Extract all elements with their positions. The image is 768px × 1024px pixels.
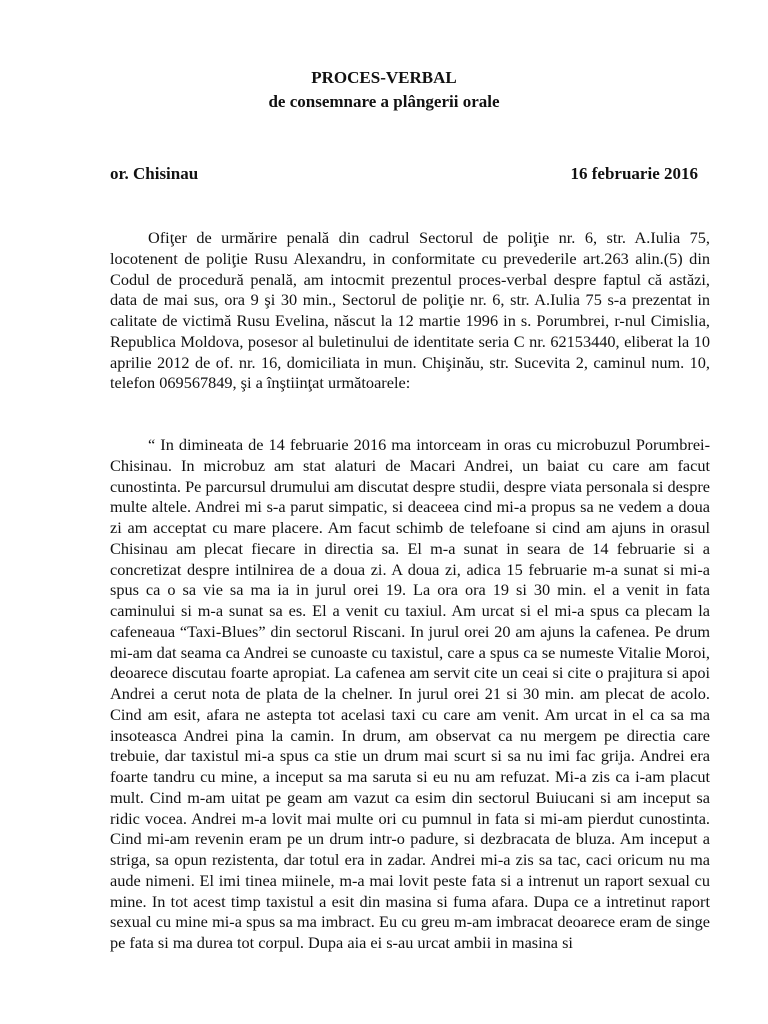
paragraph-statement: “ In dimineata de 14 februarie 2016 ma intorceam in oras cu microbuzul Porumbrei-Chisinau. In microbuz am stat alaturi de Macari Andrei, un baiat cu care am facut cunostinta. Pe parcursul drumului am discutat despre studii, despre viata personala si despre multe altele. Andrei mi s-a parut simpatic, si deaceea cind mi-a propus sa ne vedem a doua zi am acceptat cu mare placere. Am facut schimb de telefoane si cind am ajuns in orasul Chisinau am plecat fiecare in directia sa. El m-a sunat in seara de 14 februarie si a concretizat despre intilnirea de a doua zi. A doua zi, adica 15 februarie m-a sunat si mi-a spus ca o sa vie sa ma ia in jurul orei 19. La ora ora 19 si 30 min. el a venit in fata caminului si m-a sunat sa es. El a venit cu taxiul. Am urcat si el mi-a spus ca plecam la cafeneaua “Taxi-Blues” din sectorul Riscani. In jurul orei 20 am ajuns la cafenea. Pe drum mi-am dat seama ca Andrei se cunoaste cu taxistul, care a spus ca se numeste Vitalie Moroi, deoarece discutau foarte apropiat. La cafenea am servit cite un ceai si cite o prajitura si apoi Andrei a cerut nota de plata de la chelner. In jurul orei 21 si 30 min. am plecat de acolo. Cind am esit, afara ne astepta tot acelasi taxi cu care am venit. Am urcat in el ca sa ma insoteasca Andrei pina la camin. In drum, am observat ca nu mergem pe directia care trebuie, dar taxistul mi-a spus ca stie un drum mai scurt si sa nu imi fac grija. Andrei era foarte tandru cu mine, a inceput sa ma saruta si eu nu am refuzat. Mi-a zis ca i-am placut mult. Cind m-am uitat pe geam am vazut ca esim din sectorul Buiucani si am inceput sa ridic vocea. Andrei m-a lovit mai multe ori cu pumnul in fata si mi-am pierdut cunostinta. Cind mi-am revenin eram pe un drum intr-o padure, si dezbracata de bluza. Am inceput a striga, sa opun rezistenta, dar totul era in zadar. Andrei mi-a zis sa tac, caci oricum nu ma aude nimeni. El imi tinea miinele, m-a mai lovit peste fata si a intrenut un raport sexual cu mine. In tot acest timp taxistul a esit din masina si fuma afara. Dupa ce a intretinut raport sexual cu mine mi-a spus sa ma imbract. Eu cu greu m-am imbracat deoarece eram de singe pe fata si ma durea tot corpul. Dupa aia ei s-au urcat ambii in masina si (110, 435, 710, 952)
paragraph-intro: Ofiţer de urmărire penală din cadrul Sectorul de poliţie nr. 6, str. A.Iulia 75, locotenent de poliţie Rusu Alexandru, in conformitate cu prevederile art.263 alin.(5) din Codul de procedură penală, am intocmit prezentul proces-verbal despre faptul că astăzi, data de mai sus, ora 9 şi 30 min., Sectorul de poliţie nr. 6, str. A.Iulia 75 s-a prezentat in calitate de victimă Rusu Evelina, născut la 12 martie 1996 in s. Porumbrei, r-nul Cimislia, Republica Moldova, posesor al buletinului de identitate seria C nr. 62153440, eliberat la 10 aprilie 2012 de of. nr. 16, domiciliata in mun. Chişinău, str. Sucevita 2, caminul num. 10, telefon 069567849, şi a înştiinţat următoarele: (110, 228, 710, 393)
document-title: PROCES-VERBAL (311, 68, 457, 87)
document-date: 16 februarie 2016 (570, 164, 698, 183)
document-place: or. Chisinau (110, 164, 199, 183)
document-subtitle: de consemnare a plângerii orale (268, 92, 500, 111)
